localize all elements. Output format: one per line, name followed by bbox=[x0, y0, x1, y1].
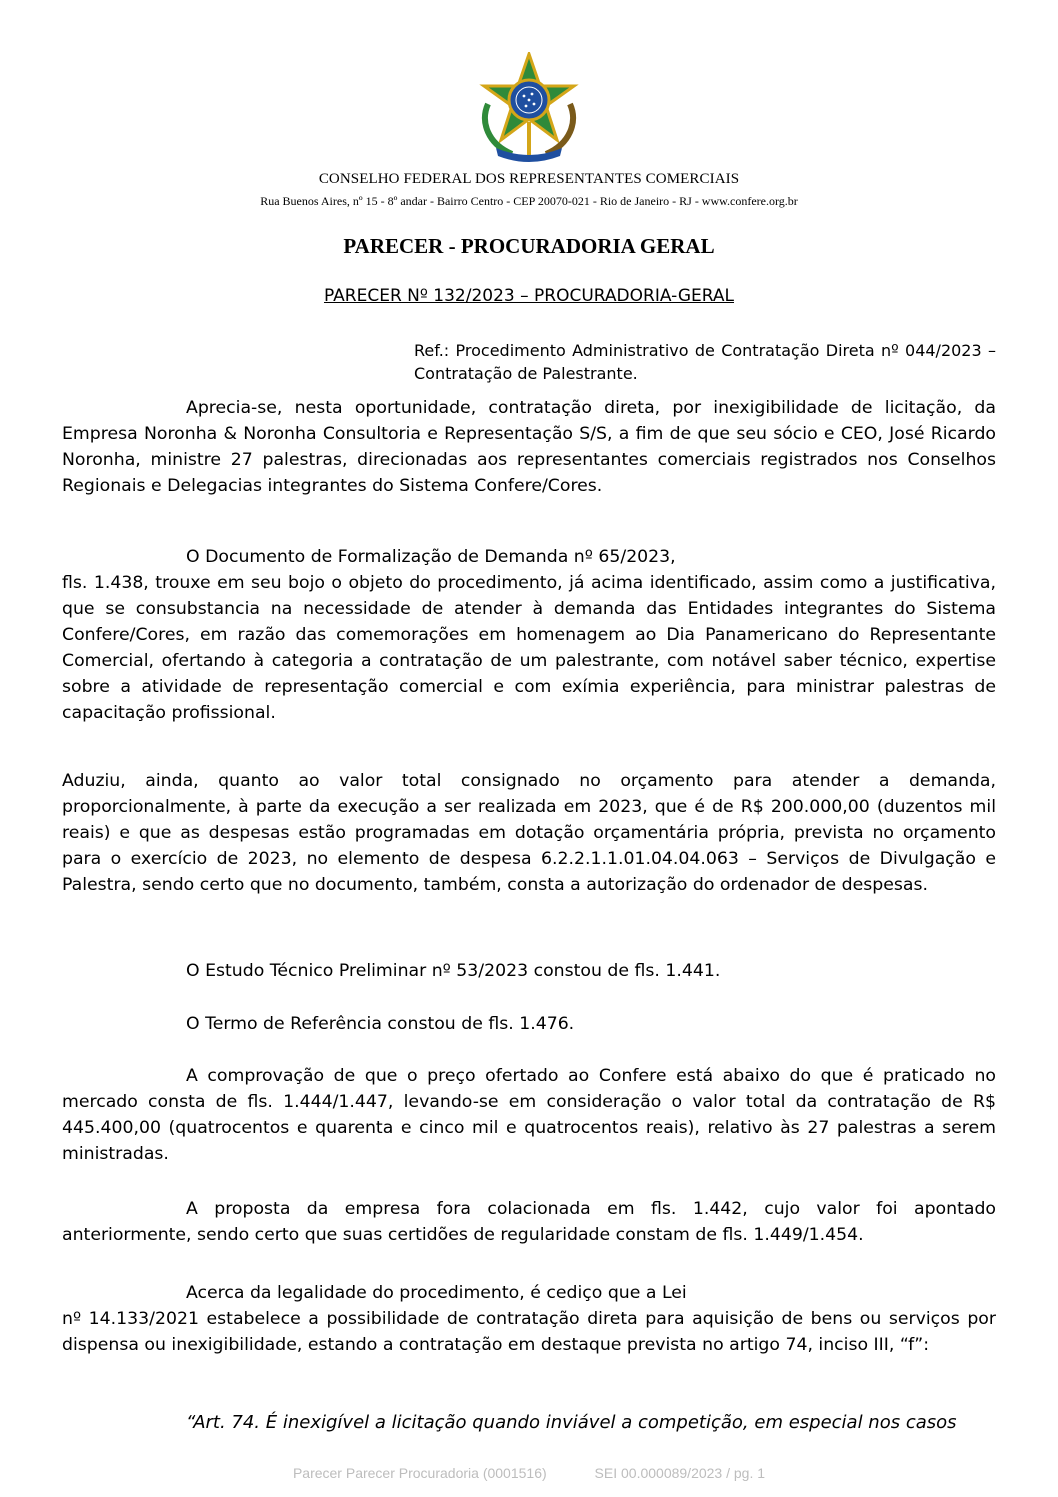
paragraph-5-text: O Termo de Referência constou de fls. 1.476. bbox=[186, 1014, 575, 1034]
document-title: PARECER - PROCURADORIA GERAL bbox=[343, 234, 715, 258]
coat-of-arms-emblem bbox=[474, 52, 584, 164]
organization-name: CONSELHO FEDERAL DOS REPRESENTANTES COMERCIAIS bbox=[318, 171, 740, 187]
paragraph-8-first-line: Acerca da legalidade do procedimento, é cediço que a Lei bbox=[186, 1283, 687, 1303]
paragraph-7-text: A proposta da empresa fora colacionada em fls. 1.442, cujo valor foi apontado anteriormente, sendo certo que suas certidões de regularidade constam de fls. 1.449/1.454. bbox=[62, 1199, 996, 1245]
paragraph-7 bbox=[62, 1196, 996, 1248]
paragraph-4 bbox=[62, 958, 996, 984]
reference-note: Ref.: Procedimento Administrativo de Contratação Direta nº 044/2023 – Contratação de Palestrante. bbox=[414, 341, 996, 383]
paragraph-6-text: A comprovação de que o preço ofertado ao Confere está abaixo do que é praticado no mercado consta de fls. 1.444/1.447, levando-se em consideração o valor total da contratação de R$ 445.400,00 (quatrocentos e quarenta e cinco mil e quatrocentos reais), relativo às 27 palestras a serem ministradas. bbox=[62, 1066, 996, 1164]
organization-address: Rua Buenos Aires, nº 15 - 8º andar - Bairro Centro - CEP 20070-021 - Rio de Janeiro - RJ - www.confere.org.br bbox=[260, 194, 798, 208]
paragraph-2-first-line: O Documento de Formalização de Demanda nº 65/2023, bbox=[186, 547, 676, 567]
footer-page-number: SEI 00.000089/2023 / pg. 1 bbox=[594, 1465, 766, 1481]
paragraph-6 bbox=[62, 1063, 996, 1167]
footer-document-id: Parecer Parecer Procuradoria (0001516) bbox=[292, 1465, 547, 1481]
paragraph-2-text: fls. 1.438, trouxe em seu bojo o objeto do procedimento, já acima identificado, assim como a justificativa, que se consubstancia na necessidade de atender à demanda das Entidades integrantes do Sistema Confere/Cores, em razão das comemorações em homenagem ao Dia Panamericano do Representante Comercial, ofertando à categoria a contratação de um palestrante, com notável saber técnico, expertise sobre a atividade de representação comercial e com exímia experiência, para ministrar palestras de capacitação profissional. bbox=[62, 573, 996, 723]
paragraph-3-text: Aduziu, ainda, quanto ao valor total consignado no orçamento para atender a demanda, proporcionalmente, à parte da execução a ser realizada em 2023, que é de R$ 200.000,00 (duzentos mil reais) e que as despesas estão programadas em dotação orçamentária própria, prevista no orçamento para o exercício de 2023, no elemento de despesa 6.2.2.1.1.01.04.04.063 – Serviços de Divulgação e Palestra, sendo certo que no documento, também, consta a autorização do ordenador de despesas. bbox=[62, 771, 996, 895]
legal-quote: “Art. 74. É inexigível a licitação quando inviável a competição, em especial nos casos bbox=[186, 1412, 957, 1433]
paragraph-5 bbox=[62, 1011, 996, 1037]
page-footer bbox=[0, 1465, 1058, 1481]
paragraph-2 bbox=[62, 544, 996, 726]
paragraph-1 bbox=[62, 395, 996, 499]
paragraph-8-text: nº 14.133/2021 estabelece a possibilidade de contratação direta para aquisição de bens ou serviços por dispensa ou inexigibilidade, estando a contratação em destaque prevista no artigo 74, inciso III, “f”: bbox=[62, 1309, 996, 1355]
paragraph-8 bbox=[62, 1280, 996, 1358]
document-subtitle: PARECER Nº 132/2023 – PROCURADORIA-GERAL bbox=[323, 286, 734, 306]
paragraph-4-text: O Estudo Técnico Preliminar nº 53/2023 constou de fls. 1.441. bbox=[186, 961, 721, 981]
paragraph-3 bbox=[62, 768, 996, 898]
paragraph-1-text: Aprecia-se, nesta oportunidade, contratação direta, por inexigibilidade de licitação, da Empresa Noronha & Noronha Consultoria e Representação S/S, a fim de que seu sócio e CEO, José Ricardo Noronha, ministre 27 palestras, direcionadas aos representantes comerciais registrados nos Conselhos Regionais e Delegacias integrantes do Sistema Confere/Cores. bbox=[62, 398, 996, 496]
